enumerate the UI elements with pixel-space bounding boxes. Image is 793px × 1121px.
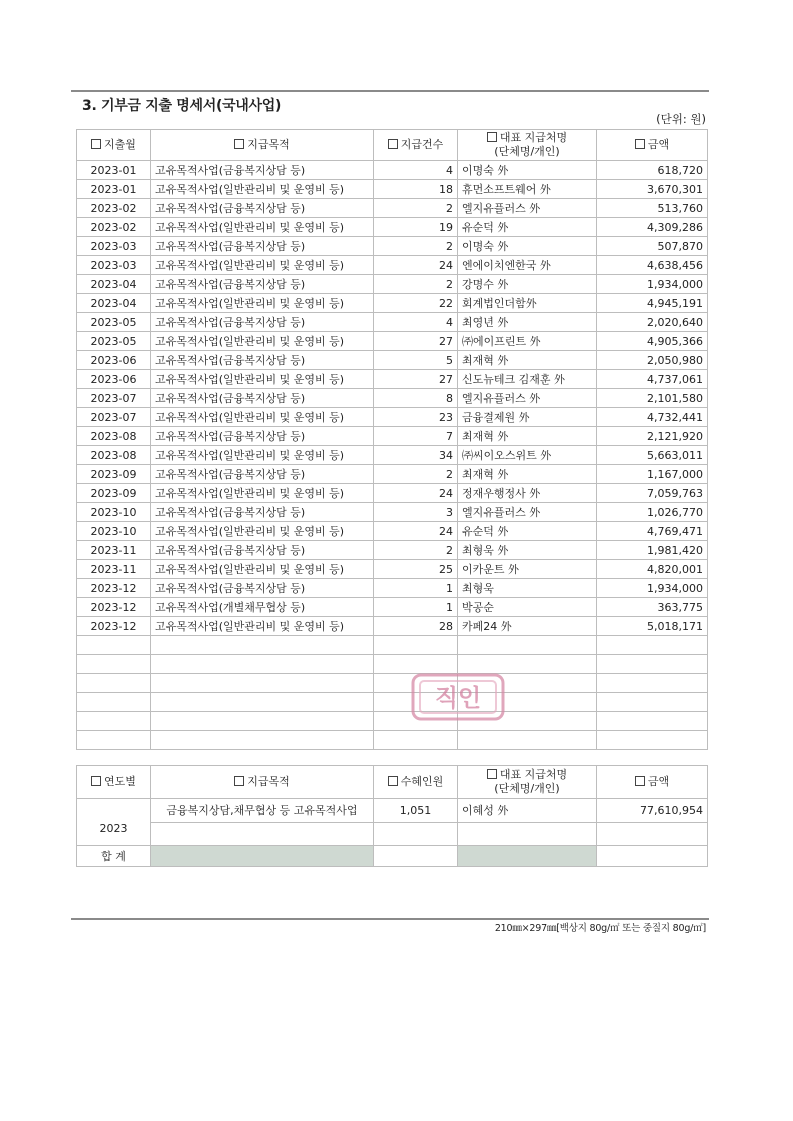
cell-amount: 4,945,191 [597,294,708,313]
cell-purpose: 고유목적사업(금융복지상담 등) [151,161,374,180]
cell-count: 7 [374,427,458,446]
cell-count: 27 [374,370,458,389]
cell-payee: ㈜씨이오스위트 外 [458,446,597,465]
cell-count: 8 [374,389,458,408]
empty-cell [77,693,151,712]
table-row [77,598,708,617]
cell-month: 2023-08 [77,427,151,446]
table-row [77,465,708,484]
cell-amount: 1,167,000 [597,465,708,484]
cell-month: 2023-01 [77,161,151,180]
cell-purpose: 고유목적사업(일반관리비 및 운영비 등) [151,332,374,351]
empty-cell [597,731,708,750]
cell-payee: 회계법인더함外 [458,294,597,313]
header-summary-payee: 대표 지급처명 (단체명/개인) [458,766,597,799]
table-row [77,218,708,237]
cell-payee: 휴먼소프트웨어 外 [458,180,597,199]
cell-count: 27 [374,332,458,351]
empty-table-row [77,655,708,674]
cell-month: 2023-09 [77,484,151,503]
cell-amount: 3,670,301 [597,180,708,199]
cell-amount: 4,737,061 [597,370,708,389]
cell-payee: 최재혁 外 [458,351,597,370]
cell-amount: 4,820,001 [597,560,708,579]
cell-payee: 이명숙 外 [458,161,597,180]
cell-payee: 유순덕 外 [458,522,597,541]
empty-table-row [77,636,708,655]
empty-cell [77,655,151,674]
summary-year: 2023 [77,799,151,846]
cell-purpose: 고유목적사업(일반관리비 및 운영비 등) [151,294,374,313]
table-row [77,313,708,332]
cell-purpose: 고유목적사업(금융복지상담 등) [151,351,374,370]
table-row [77,256,708,275]
cell-amount: 513,760 [597,199,708,218]
empty-cell [151,636,374,655]
cell-payee: 최영년 外 [458,313,597,332]
expense-table-header [77,130,708,161]
cell-count: 19 [374,218,458,237]
empty-cell [597,636,708,655]
empty-cell [597,712,708,731]
empty-table-row [77,712,708,731]
paper-spec-note: 210㎜×297㎜[백상지 80g/㎡ 또는 중질지 80g/㎡] [494,923,706,934]
cell-count: 5 [374,351,458,370]
cell-month: 2023-05 [77,313,151,332]
cell-payee: 엘지유플러스 外 [458,503,597,522]
table-row [77,161,708,180]
cell-payee: 최형욱 [458,579,597,598]
table-row [77,199,708,218]
header-year: 연도별 [77,766,151,799]
official-seal-stamp [410,672,506,722]
checkbox-icon [487,769,497,779]
cell-month: 2023-12 [77,579,151,598]
checkbox-icon [234,139,244,149]
empty-cell [151,693,374,712]
cell-payee: 금융결제원 外 [458,408,597,427]
summary-blank-cell [458,822,597,846]
cell-payee: 이명숙 外 [458,237,597,256]
cell-count: 23 [374,408,458,427]
total-amount-cell [597,846,708,867]
cell-amount: 1,981,420 [597,541,708,560]
cell-purpose: 고유목적사업(금융복지상담 등) [151,389,374,408]
table-row [77,446,708,465]
empty-cell [77,731,151,750]
cell-amount: 4,309,286 [597,218,708,237]
cell-payee: 강명수 外 [458,275,597,294]
cell-month: 2023-07 [77,408,151,427]
header-count: 지급건수 [374,130,458,161]
cell-amount: 7,059,763 [597,484,708,503]
cell-month: 2023-06 [77,370,151,389]
table-row [77,522,708,541]
cell-count: 2 [374,541,458,560]
cell-purpose: 고유목적사업(일반관리비 및 운영비 등) [151,370,374,389]
cell-purpose: 고유목적사업(개별채무협상 등) [151,598,374,617]
cell-count: 2 [374,275,458,294]
cell-amount: 1,934,000 [597,275,708,294]
cell-month: 2023-03 [77,256,151,275]
total-payee-cell [458,846,597,867]
empty-cell [151,655,374,674]
cell-purpose: 고유목적사업(금융복지상담 등) [151,503,374,522]
cell-amount: 4,905,366 [597,332,708,351]
table-row [77,332,708,351]
cell-count: 2 [374,199,458,218]
cell-month: 2023-04 [77,275,151,294]
cell-amount: 2,121,920 [597,427,708,446]
cell-payee: 엘지유플러스 外 [458,389,597,408]
cell-purpose: 고유목적사업(일반관리비 및 운영비 등) [151,180,374,199]
empty-table-row [77,693,708,712]
cell-month: 2023-10 [77,503,151,522]
table-row [77,408,708,427]
checkbox-icon [388,776,398,786]
cell-month: 2023-06 [77,351,151,370]
cell-amount: 2,101,580 [597,389,708,408]
cell-purpose: 고유목적사업(일반관리비 및 운영비 등) [151,522,374,541]
cell-month: 2023-02 [77,218,151,237]
cell-amount: 2,020,640 [597,313,708,332]
cell-payee: 신도뉴테크 김재훈 外 [458,370,597,389]
cell-payee: 엘지유플러스 外 [458,199,597,218]
cell-month: 2023-09 [77,465,151,484]
cell-payee: 박공순 [458,598,597,617]
cell-count: 22 [374,294,458,313]
cell-payee: 유순덕 外 [458,218,597,237]
empty-cell [458,636,597,655]
total-beneficiaries-cell [374,846,458,867]
cell-count: 18 [374,180,458,199]
cell-amount: 4,769,471 [597,522,708,541]
cell-amount: 4,732,441 [597,408,708,427]
summary-row [77,799,708,823]
empty-cell [597,693,708,712]
empty-cell [151,731,374,750]
header-beneficiaries: 수혜인원 [374,766,458,799]
svg-text:직인: 직인 [434,684,482,712]
cell-purpose: 고유목적사업(일반관리비 및 운영비 등) [151,408,374,427]
cell-amount: 5,663,011 [597,446,708,465]
empty-cell [151,712,374,731]
empty-cell [374,636,458,655]
header-amount: 금액 [597,130,708,161]
cell-purpose: 고유목적사업(금융복지상담 등) [151,313,374,332]
table-row [77,389,708,408]
cell-payee: 최형욱 外 [458,541,597,560]
table-row [77,351,708,370]
empty-cell [374,655,458,674]
cell-month: 2023-01 [77,180,151,199]
table-row [77,579,708,598]
summary-table [76,765,708,867]
cell-month: 2023-05 [77,332,151,351]
cell-month: 2023-11 [77,560,151,579]
cell-amount: 507,870 [597,237,708,256]
cell-count: 28 [374,617,458,636]
cell-month: 2023-11 [77,541,151,560]
header-summary-amount: 금액 [597,766,708,799]
empty-table-row [77,674,708,693]
table-row [77,180,708,199]
table-row [77,503,708,522]
checkbox-icon [635,139,645,149]
checkbox-icon [487,132,497,142]
empty-table-row [77,731,708,750]
cell-purpose: 고유목적사업(금융복지상담 등) [151,237,374,256]
section-title: 3. 기부금 지출 명세서(국내사업) [82,98,282,114]
cell-purpose: 고유목적사업(일반관리비 및 운영비 등) [151,560,374,579]
summary-blank-cell [151,822,374,846]
cell-payee: 엔에이치엔한국 外 [458,256,597,275]
cell-purpose: 고유목적사업(금융복지상담 등) [151,465,374,484]
total-row [77,846,708,867]
cell-payee: 최재혁 外 [458,427,597,446]
cell-count: 4 [374,313,458,332]
header-purpose: 지급목적 [151,130,374,161]
empty-cell [458,731,597,750]
cell-amount: 1,026,770 [597,503,708,522]
header-month: 지출월 [77,130,151,161]
cell-count: 24 [374,484,458,503]
cell-purpose: 고유목적사업(금융복지상담 등) [151,541,374,560]
table-row [77,484,708,503]
cell-month: 2023-04 [77,294,151,313]
empty-cell [458,655,597,674]
cell-purpose: 고유목적사업(일반관리비 및 운영비 등) [151,218,374,237]
checkbox-icon [91,139,101,149]
cell-month: 2023-12 [77,598,151,617]
cell-count: 1 [374,579,458,598]
cell-payee: 카페24 外 [458,617,597,636]
summary-blank-cell [597,822,708,846]
checkbox-icon [234,776,244,786]
cell-amount: 1,934,000 [597,579,708,598]
table-row [77,294,708,313]
summary-row-blank [77,822,708,846]
cell-month: 2023-08 [77,446,151,465]
top-rule [71,90,709,92]
empty-cell [77,636,151,655]
checkbox-icon [91,776,101,786]
unit-label: (단위: 원) [656,112,706,126]
total-label: 합 계 [77,846,151,867]
cell-purpose: 고유목적사업(일반관리비 및 운영비 등) [151,484,374,503]
cell-payee: 최재혁 外 [458,465,597,484]
cell-count: 3 [374,503,458,522]
cell-amount: 5,018,171 [597,617,708,636]
cell-count: 1 [374,598,458,617]
header-payee: 대표 지급처명 (단체명/개인) [458,130,597,161]
cell-amount: 618,720 [597,161,708,180]
cell-amount: 363,775 [597,598,708,617]
cell-payee: 이카운트 外 [458,560,597,579]
cell-payee: ㈜에이프린트 外 [458,332,597,351]
cell-month: 2023-10 [77,522,151,541]
summary-amount: 77,610,954 [597,799,708,823]
cell-payee: 정재우행정사 外 [458,484,597,503]
cell-count: 34 [374,446,458,465]
empty-cell [597,674,708,693]
cell-count: 24 [374,522,458,541]
total-purpose-cell [151,846,374,867]
cell-purpose: 고유목적사업(금융복지상담 등) [151,427,374,446]
summary-purpose: 금융복지상담,채무협상 등 고유목적사업 [151,799,374,823]
cell-purpose: 고유목적사업(금융복지상담 등) [151,579,374,598]
empty-cell [77,674,151,693]
table-row [77,370,708,389]
summary-payee: 이혜성 外 [458,799,597,823]
cell-count: 2 [374,465,458,484]
table-row [77,617,708,636]
table-row [77,541,708,560]
cell-count: 25 [374,560,458,579]
cell-count: 2 [374,237,458,256]
table-row [77,427,708,446]
header-summary-purpose: 지급목적 [151,766,374,799]
checkbox-icon [635,776,645,786]
summary-table-header [77,766,708,799]
cell-count: 24 [374,256,458,275]
cell-purpose: 고유목적사업(일반관리비 및 운영비 등) [151,446,374,465]
summary-blank-cell [374,822,458,846]
empty-cell [77,712,151,731]
cell-amount: 4,638,456 [597,256,708,275]
cell-amount: 2,050,980 [597,351,708,370]
summary-beneficiaries: 1,051 [374,799,458,823]
cell-purpose: 고유목적사업(일반관리비 및 운영비 등) [151,617,374,636]
cell-month: 2023-02 [77,199,151,218]
cell-purpose: 고유목적사업(금융복지상담 등) [151,199,374,218]
cell-count: 4 [374,161,458,180]
expense-table-body [77,161,708,750]
cell-purpose: 고유목적사업(금융복지상담 등) [151,275,374,294]
table-row [77,237,708,256]
table-row [77,560,708,579]
table-row [77,275,708,294]
cell-month: 2023-03 [77,237,151,256]
checkbox-icon [388,139,398,149]
empty-cell [597,655,708,674]
cell-month: 2023-07 [77,389,151,408]
empty-cell [374,731,458,750]
expense-table [76,129,708,750]
cell-month: 2023-12 [77,617,151,636]
cell-purpose: 고유목적사업(일반관리비 및 운영비 등) [151,256,374,275]
empty-cell [151,674,374,693]
